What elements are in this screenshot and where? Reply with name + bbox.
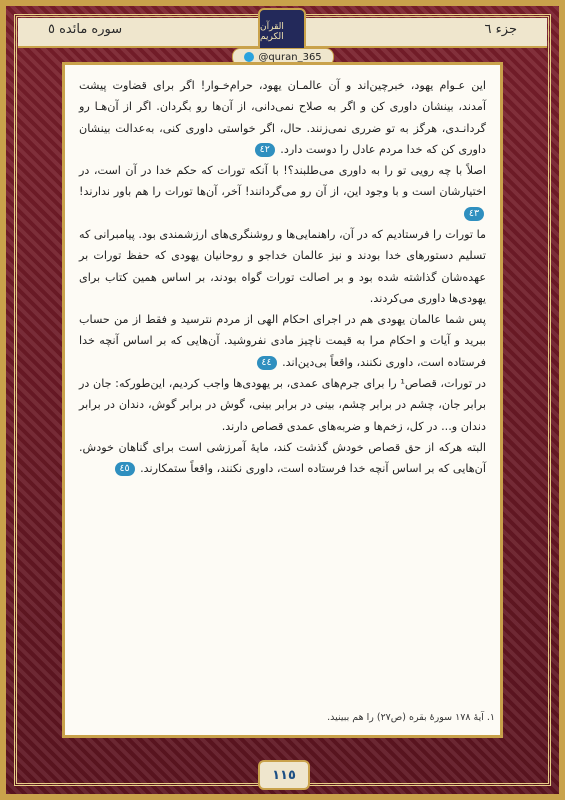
paragraph-text: اصلاً با چه رویی تو را به داوری می‌طلبند؟! با آنکه تورات که حکم خدا در آن است، در اختیارشان است و با وجود این، از آن رو می‌گردانند! آخر، آن‌ها تورات را هم باور ندارند! [79, 164, 486, 199]
paragraph [79, 309, 486, 373]
channel-name: @quran_365 [258, 51, 322, 63]
paragraph-text: ما تورات را فرستادیم که در آن، راهنمایی‌ها و روشنگری‌های ارزشمندی بود. پیامبرانی که تسلیم دستورهای خدا بودند و نیز عالمان خداجو و روحانیان یهودی که حفظ تورات بر عهده‌شان گذاشته شده بود و بر اصالت تورات گواه بودند، بر اساس همین کتاب برای یهودی‌ها داوری می‌کردند. [79, 227, 486, 305]
paragraph [79, 160, 486, 224]
page-number: ١١٥ [258, 760, 310, 790]
paragraph-text: این عـوام یهود، خبرچین‌اند و آن عالمـان یهود، حرام‌خـوار! اگر برای قضاوت پیشت آمدند، بینشان داوری کن و اگر به صلاح نمی‌دانی، از آن‌ها رو بگردان. اگر از آن‌هـا رو گردانـدی، هرگز به تو ضرری نمی‌زنند. حال، اگر خواستی داوری کنی، به‌عدالت بینشان داوری کن که خدا مردم عادل را دوست دارد. [79, 79, 486, 156]
verse-number-badge: ٤٥ [115, 462, 135, 476]
paragraph [79, 437, 486, 480]
verse-number-badge: ٤٤ [257, 356, 277, 370]
verse-number-badge: ٤٢ [255, 143, 275, 157]
telegram-icon [244, 52, 254, 62]
verse-number-badge: ٤٣ [464, 207, 484, 221]
quran-emblem-icon: القرآن الكريم [258, 8, 306, 56]
paragraph [79, 373, 486, 437]
surah-label: سوره مائده ٥ [48, 22, 123, 37]
footnote: ۱. آیۀ ۱۷۸ سورۀ بقره (ص۲۷) را هم ببینید. [327, 712, 495, 723]
juz-label: جزء ٦ [484, 22, 517, 37]
paragraph [79, 224, 486, 309]
paragraph-text: پس شما عالمان یهودی هم در اجرای احکام الهی از مردم نترسید و فقط از من حساب ببرید و آیات و احکام مرا به قیمت ناچیز مادی نفروشید. آن‌هایی که بر اساس آنچه خدا فرستاده است، داوری نکنند، واقعاً بی‌دین‌اند. [79, 313, 486, 369]
paragraph [79, 75, 486, 160]
paragraph-text: در تورات، قصاص¹ را برای جرم‌های عمدی، بر یهودی‌ها واجب کردیم، این‌طورکه: جان در برابر جان، چشم در برابر چشم، بینی در برابر بینی، گوش در برابر گوش، دندان در برابر دندان و... در کل، زخم‌ها و ضربه‌های عمدی قصاص دارند. [79, 376, 486, 433]
paragraph-text: البته هرکه از حق قصاص خودش گذشت کند، مایۀ آمرزشی است برای گناهان خودش. آن‌هایی که بر اساس آنچه خدا فرستاده است، داوری نکنند، واقعاً ستمکارند. [79, 440, 486, 476]
verse-text-area [62, 62, 503, 738]
